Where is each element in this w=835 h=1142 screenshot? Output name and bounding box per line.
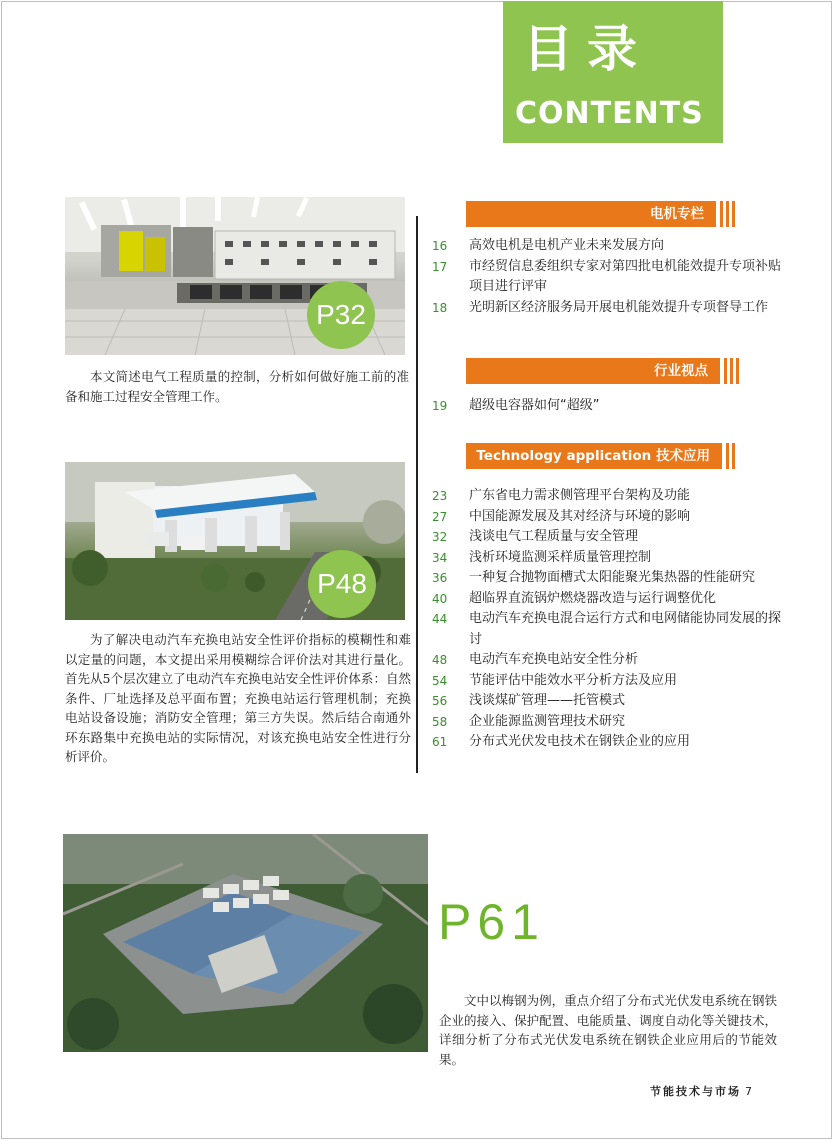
- toc-entry[interactable]: 32 浅谈电气工程质量与安全管理: [432, 529, 639, 544]
- feature-summary-p61: 文中以梅钢为例，重点介绍了分布式光伏发电系统在钢铁企业的接入、保护配置、电能质量、调度自动化等关键技术，详细分析了分布式光伏发电系统在钢铁企业应用后的节能效果。: [439, 993, 777, 1067]
- toc-entry[interactable]: 61 分布式光伏发电技术在钢铁企业的应用: [432, 734, 691, 749]
- toc-entry[interactable]: 36 一种复合抛物面槽式太阳能聚光集热器的性能研究: [432, 570, 756, 585]
- toc-entry[interactable]: 48 电动汽车充换电站安全性分析: [432, 652, 639, 667]
- page-footer: [650, 1083, 754, 1099]
- toc-entry[interactable]: 54 节能评估中能效水平分析方法及应用: [432, 672, 678, 688]
- toc-entry[interactable]: 56 浅谈煤矿管理——托管模式: [432, 693, 626, 708]
- toc-entry[interactable]: 44 电动汽车充换电混合运行方式和电网储能协同发展的探讨: [432, 611, 782, 647]
- toc-entry[interactable]: 16 高效电机是电机产业未来发展方向: [432, 238, 665, 253]
- steel-plant-aerial-photo: [63, 834, 428, 1052]
- toc-entry[interactable]: 17 市经贸信息委组织专家对第四批电机能效提升专项补贴项目进行评审: [432, 258, 782, 294]
- toc-list-motor: [432, 236, 792, 318]
- toc-entry[interactable]: 27 中国能源发展及其对经济与环境的影响: [432, 508, 691, 524]
- page-badge-p61: P61: [438, 894, 545, 950]
- toc-entry[interactable]: 34 浅析环境监测采样质量管理控制: [432, 549, 652, 565]
- section-title-technology: Technology application 技术应用: [466, 443, 722, 469]
- feature-summary-p48: 为了解决电动汽车充换电站安全性评价指标的模糊性和难以定量的问题，本文提出采用模糊综合评价法对其进行量化。首先从5个层次建立了电动汽车充换电站安全性评价体系：自然条件、厂址选择及总平面布置；充换电站运行管理机制；充换电站设备设施；消防安全管理；第三方失误。然后结合南通外环东路集中充换电站的实际情况，对该充换电站安全性进行分析评价。: [65, 632, 411, 764]
- toc-list-technology: [432, 486, 792, 753]
- section-title-motor: 电机专栏: [466, 201, 716, 227]
- toc-list-industry: [432, 396, 792, 417]
- page-badge-p32: P32: [307, 281, 375, 349]
- toc-entry[interactable]: 19 超级电容器如何“超级”: [432, 398, 600, 413]
- column-divider: [416, 216, 418, 773]
- section-title-industry: 行业视点: [466, 358, 720, 384]
- feature-summary-p32: 本文简述电气工程质量的控制，分析如何做好施工前的准备和施工过程安全管理工作。: [65, 369, 409, 404]
- contents-header: [503, 1, 723, 143]
- toc-entry[interactable]: 18 光明新区经济服务局开展电机能效提升专项督导工作: [432, 299, 769, 315]
- toc-entry[interactable]: 23 广东省电力需求侧管理平台架构及功能: [432, 488, 691, 503]
- header-title-cn: 目录: [523, 20, 651, 78]
- toc-entry[interactable]: 58 企业能源监测管理技术研究: [432, 713, 626, 729]
- header-title-en: CONTENTS: [515, 96, 704, 131]
- toc-entry[interactable]: 40 超临界直流锅炉燃烧器改造与运行调整优化: [432, 590, 717, 606]
- page-number: 7: [745, 1085, 754, 1098]
- page-badge-p48: P48: [308, 550, 376, 618]
- journal-name: 节能技术与市场: [650, 1085, 741, 1098]
